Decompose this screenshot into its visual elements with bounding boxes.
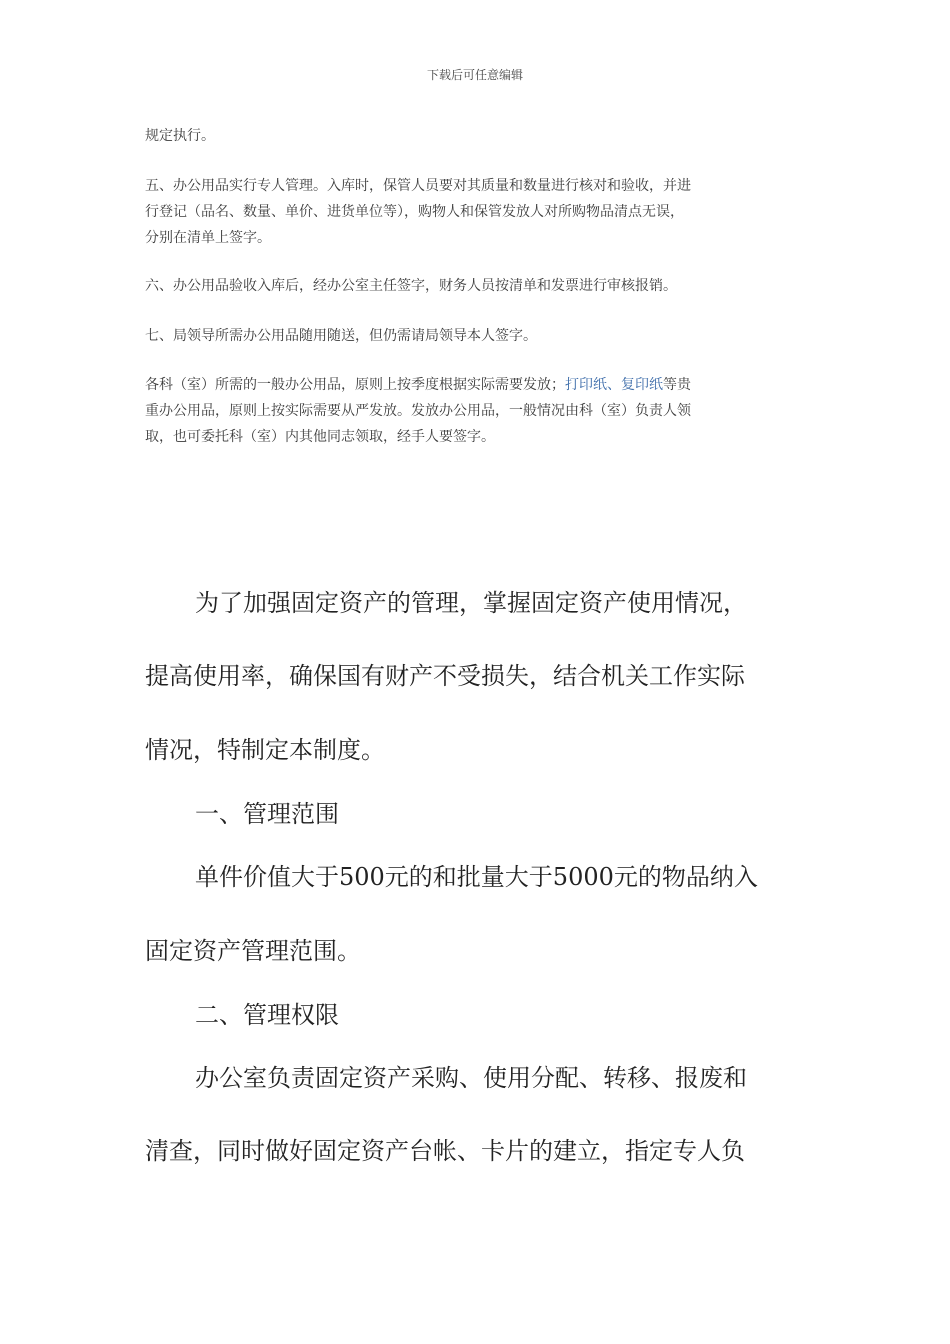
link-copy-paper[interactable]: 复印纸 xyxy=(621,377,663,393)
paragraph-item-5-line-2: 行登记（品名、数量、单价、进货单位等），购物人和保管发放人对所购物品清点无误， xyxy=(145,204,684,220)
section-heading-authority: 二、管理权限 xyxy=(195,1001,339,1029)
paragraph-item-5-line-3: 分别在清单上签字。 xyxy=(145,230,271,246)
paragraph-item-5-line-1: 五、办公用品实行专人管理。入库时，保管人员要对其质量和数量进行核对和验收，并进 xyxy=(145,178,691,194)
link-separator: 、 xyxy=(607,377,621,393)
scope-line-2: 固定资产管理范围。 xyxy=(145,937,361,965)
paragraph-item-7: 七、局领导所需办公用品随用随送，但仍需请局领导本人签字。 xyxy=(145,328,537,344)
authority-line-1: 办公室负责固定资产采购、使用分配、转移、报废和 xyxy=(195,1064,747,1092)
link-printing-paper[interactable]: 打印纸 xyxy=(565,377,607,393)
intro-line-2: 提高使用率，确保国有财产不受损失，结合机关工作实际 xyxy=(145,662,745,690)
authority-line-2: 清查，同时做好固定资产台帐、卡片的建立，指定专人负 xyxy=(145,1137,745,1165)
distribution-text-after: 等贵 xyxy=(663,377,691,393)
intro-line-3: 情况，特制定本制度。 xyxy=(145,736,385,764)
section-heading-scope: 一、管理范围 xyxy=(195,800,339,828)
paragraph-distribution-line-3: 取，也可委托科（室）内其他同志领取，经手人要签字。 xyxy=(145,429,495,445)
intro-line-1: 为了加强固定资产的管理，掌握固定资产使用情况， xyxy=(195,589,747,617)
paragraph-rule-end: 规定执行。 xyxy=(145,128,215,144)
paragraph-distribution-line-1 xyxy=(145,374,810,396)
page-header: 下载后可任意编辑 xyxy=(426,68,523,82)
paragraph-item-6: 六、办公用品验收入库后，经办公室主任签字，财务人员按清单和发票进行审核报销。 xyxy=(145,278,677,294)
paragraph-distribution-line-2: 重办公用品，原则上按实际需要从严发放。发放办公用品，一般情况由科（室）负责人领 xyxy=(145,403,691,419)
distribution-text-before: 各科（室）所需的一般办公用品，原则上按季度根据实际需要发放； xyxy=(145,377,565,393)
scope-line-1: 单件价值大于500元的和批量大于5000元的物品纳入 xyxy=(195,863,758,891)
